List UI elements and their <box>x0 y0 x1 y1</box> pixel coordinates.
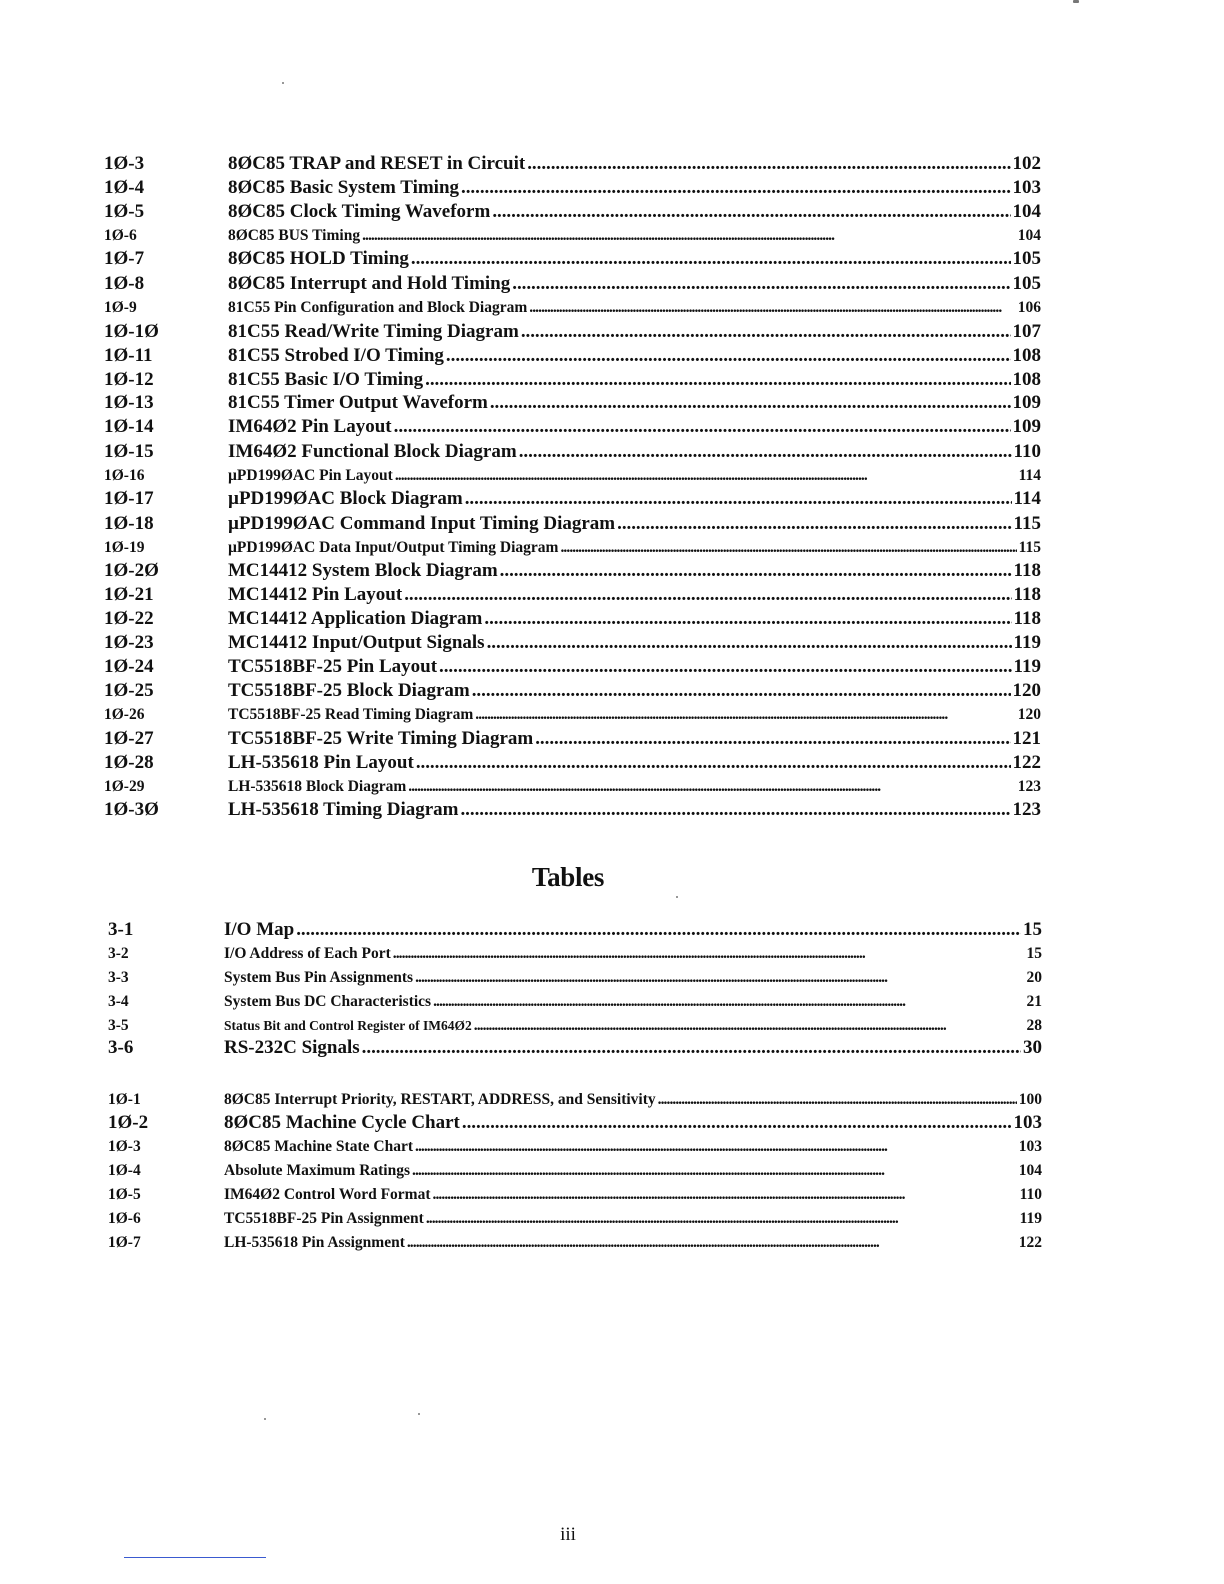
list-item <box>0 751 1224 775</box>
dot-leader <box>461 176 1010 200</box>
entry-number: 3-2 <box>108 945 129 962</box>
entry-title: 81C55 Timer Output Waveform <box>228 392 488 413</box>
entry-page: 115 <box>1013 513 1041 534</box>
entry-page: 15 <box>1026 945 1042 962</box>
dot-leader <box>484 607 1011 631</box>
list-item <box>0 1183 1224 1207</box>
entry-page: 109 <box>1012 392 1041 413</box>
entry-page: 105 <box>1012 273 1041 294</box>
list-item <box>0 798 1224 822</box>
list-item <box>0 368 1224 392</box>
page-number-text: iii <box>560 1524 576 1545</box>
dot-leader <box>426 1207 1018 1231</box>
entry-number: 1Ø-5 <box>108 1186 141 1203</box>
entry-title: 8ØC85 TRAP and RESET in Circuit <box>228 153 526 174</box>
list-item <box>0 440 1224 464</box>
entry-number: 1Ø-15 <box>104 441 154 462</box>
entry-page: 110 <box>1013 441 1041 462</box>
list-item <box>0 1014 1224 1038</box>
entry-title: I/O Address of Each Port <box>224 945 391 962</box>
dot-leader <box>362 1036 1021 1060</box>
entry-title: IM64Ø2 Pin Layout <box>228 416 392 437</box>
dot-leader <box>658 1088 1017 1112</box>
tables-heading <box>0 862 1224 893</box>
entry-title: 8ØC85 Interrupt Priority, RESTART, ADDRESS, and Sensitivity <box>224 1091 656 1108</box>
dot-leader <box>475 703 1015 727</box>
entry-page: 104 <box>1012 201 1041 222</box>
entry-number: 3-3 <box>108 969 129 986</box>
dot-leader <box>512 272 1010 296</box>
entry-page: 122 <box>1012 752 1041 773</box>
list-item <box>0 176 1224 200</box>
entry-page: 105 <box>1012 248 1041 269</box>
dot-leader <box>617 512 1011 536</box>
entry-title: 8ØC85 HOLD Timing <box>228 248 409 269</box>
entry-title: LH-535618 Block Diagram <box>228 778 407 795</box>
scan-speck <box>676 896 678 898</box>
entry-page: 114 <box>1013 488 1041 509</box>
entry-title: System Bus DC Characteristics <box>224 993 432 1010</box>
list-item <box>0 703 1224 727</box>
entry-title: µPD199ØAC Pin Layout <box>228 467 393 484</box>
list-item <box>0 415 1224 439</box>
dot-leader <box>500 559 1012 583</box>
entry-title: 81C55 Pin Configuration and Block Diagram <box>228 299 528 316</box>
dot-leader <box>362 224 1016 248</box>
list-item <box>0 1231 1224 1255</box>
entry-number: 1Ø-9 <box>104 299 137 316</box>
dot-leader <box>393 942 1025 966</box>
entry-page: 122 <box>1018 1234 1042 1251</box>
entry-page: 108 <box>1012 345 1041 366</box>
list-item <box>0 607 1224 631</box>
dot-leader <box>519 440 1012 464</box>
entry-page: 123 <box>1012 799 1041 820</box>
list-item <box>0 583 1224 607</box>
scan-speck <box>418 1413 420 1415</box>
dot-leader <box>490 391 1011 415</box>
entry-number: 1Ø-25 <box>104 680 154 701</box>
entry-page: 100 <box>1018 1091 1042 1108</box>
entry-page: 30 <box>1023 1037 1042 1058</box>
list-item <box>0 1159 1224 1183</box>
entry-number: 1Ø-6 <box>108 1210 141 1227</box>
entry-number: 1Ø-8 <box>104 273 145 294</box>
entry-number: 1Ø-3 <box>108 1138 141 1155</box>
entry-title: TC5518BF-25 Pin Assignment <box>224 1210 424 1227</box>
entry-title: 8ØC85 Interrupt and Hold Timing <box>228 273 511 294</box>
entry-number: 1Ø-1Ø <box>104 321 159 342</box>
entry-page: 114 <box>1018 467 1041 484</box>
entry-page: 109 <box>1012 416 1041 437</box>
entry-title: I/O Map <box>224 919 295 940</box>
entry-page: 121 <box>1012 728 1041 749</box>
entry-number: 1Ø-2Ø <box>104 560 159 581</box>
entry-number: 1Ø-21 <box>104 584 154 605</box>
entry-page: 28 <box>1026 1017 1042 1034</box>
entry-page: 118 <box>1013 608 1041 629</box>
entry-title: TC5518BF-25 Write Timing Diagram <box>228 728 534 749</box>
dot-leader <box>412 1159 1017 1183</box>
entry-page: 20 <box>1026 969 1042 986</box>
entry-number: 1Ø-11 <box>104 345 153 366</box>
dot-leader <box>474 1014 1025 1038</box>
list-item <box>0 775 1224 799</box>
list-item <box>0 296 1224 320</box>
dot-leader <box>433 1183 1018 1207</box>
list-item <box>0 247 1224 271</box>
entry-title: TC5518BF-25 Read Timing Diagram <box>228 706 474 723</box>
entry-title: LH-535618 Pin Assignment <box>224 1234 405 1251</box>
entry-page: 21 <box>1026 993 1042 1010</box>
entry-page: 103 <box>1018 1138 1042 1155</box>
entry-page: 103 <box>1013 1112 1042 1133</box>
dot-leader <box>415 966 1024 990</box>
list-item <box>0 344 1224 368</box>
entry-page: 123 <box>1017 778 1041 795</box>
entry-page: 106 <box>1017 299 1041 316</box>
list-item <box>0 918 1224 942</box>
entry-title: IM64Ø2 Control Word Format <box>224 1186 431 1203</box>
entry-number: 1Ø-18 <box>104 513 154 534</box>
entry-title: Status Bit and Control Register of IM64Ø2 <box>224 1018 472 1033</box>
scan-speck <box>282 82 284 84</box>
entry-page: 107 <box>1012 321 1041 342</box>
entry-number: 1Ø-6 <box>104 227 137 244</box>
entry-title: 8ØC85 Machine Cycle Chart <box>224 1112 460 1133</box>
list-item <box>0 727 1224 751</box>
entry-title: 8ØC85 Basic System Timing <box>228 177 460 198</box>
entry-number: 1Ø-26 <box>104 706 145 723</box>
entry-title: 8ØC85 BUS Timing <box>228 227 361 244</box>
entry-number: 1Ø-7 <box>104 248 145 269</box>
entry-page: 119 <box>1013 632 1041 653</box>
entry-number: 3-6 <box>108 1037 134 1058</box>
scan-speck <box>1073 0 1079 3</box>
list-item <box>0 1111 1224 1135</box>
entry-title: µPD199ØAC Data Input/Output Timing Diagram <box>228 539 559 556</box>
entry-page: 104 <box>1018 1162 1042 1179</box>
entry-number: 1Ø-4 <box>104 177 145 198</box>
entry-number: 1Ø-4 <box>108 1162 141 1179</box>
dot-leader <box>407 1231 1017 1255</box>
entry-page: 102 <box>1012 153 1041 174</box>
list-item <box>0 391 1224 415</box>
dot-leader <box>408 775 1016 799</box>
list-item <box>0 152 1224 176</box>
entry-page: 103 <box>1012 177 1041 198</box>
dot-leader <box>411 247 1011 271</box>
entry-page: 15 <box>1023 919 1042 940</box>
footer-rule <box>124 1557 266 1558</box>
entry-number: 1Ø-28 <box>104 752 154 773</box>
entry-number: 1Ø-29 <box>104 778 145 795</box>
dot-leader <box>535 727 1010 751</box>
dot-leader <box>527 152 1010 176</box>
dot-leader <box>415 1135 1017 1159</box>
entry-number: 1Ø-5 <box>104 201 145 222</box>
entry-number: 1Ø-22 <box>104 608 154 629</box>
list-item <box>0 631 1224 655</box>
list-item <box>0 200 1224 224</box>
entry-number: 3-5 <box>108 1017 129 1034</box>
entry-title: LH-535618 Pin Layout <box>228 752 414 773</box>
entry-number: 1Ø-7 <box>108 1234 141 1251</box>
list-item <box>0 679 1224 703</box>
dot-leader <box>416 751 1011 775</box>
entry-number: 1Ø-16 <box>104 467 145 484</box>
entry-number: 1Ø-17 <box>104 488 154 509</box>
dot-leader <box>521 320 1011 344</box>
entry-page: 118 <box>1013 560 1041 581</box>
list-item <box>0 966 1224 990</box>
entry-page: 115 <box>1018 539 1041 556</box>
list-item <box>0 655 1224 679</box>
dot-leader <box>439 655 1012 679</box>
entry-title: MC14412 Application Diagram <box>228 608 483 629</box>
list-item <box>0 464 1224 488</box>
entry-number: 1Ø-27 <box>104 728 154 749</box>
entry-title: TC5518BF-25 Pin Layout <box>228 656 438 677</box>
list-item <box>0 1036 1224 1060</box>
dot-leader <box>492 200 1010 224</box>
dot-leader <box>395 464 1017 488</box>
list-item <box>0 1135 1224 1159</box>
list-item <box>0 272 1224 296</box>
dot-leader <box>529 296 1015 320</box>
list-item <box>0 1207 1224 1231</box>
entry-number: 1Ø-12 <box>104 369 154 390</box>
dot-leader <box>433 990 1024 1014</box>
dot-leader <box>472 679 1011 703</box>
entry-title: 81C55 Read/Write Timing Diagram <box>228 321 519 342</box>
entry-number: 1Ø-23 <box>104 632 154 653</box>
entry-page: 119 <box>1019 1210 1042 1227</box>
dot-leader <box>465 487 1012 511</box>
entry-title: 8ØC85 Clock Timing Waveform <box>228 201 491 222</box>
entry-page: 104 <box>1017 227 1041 244</box>
entry-title: 81C55 Basic I/O Timing <box>228 369 424 390</box>
entry-page: 120 <box>1012 680 1041 701</box>
list-item <box>0 942 1224 966</box>
list-item <box>0 224 1224 248</box>
entry-page: 120 <box>1017 706 1041 723</box>
entry-title: MC14412 Pin Layout <box>228 584 403 605</box>
entry-number: 1Ø-24 <box>104 656 154 677</box>
dot-leader <box>560 536 1016 560</box>
entry-number: 1Ø-1 <box>108 1091 141 1108</box>
entry-number: 3-1 <box>108 919 134 940</box>
scan-speck <box>264 1418 266 1420</box>
entry-title: System Bus Pin Assignments <box>224 969 414 986</box>
entry-number: 3-4 <box>108 993 129 1010</box>
dot-leader <box>404 583 1011 607</box>
list-item <box>0 536 1224 560</box>
entry-title: Absolute Maximum Ratings <box>224 1162 411 1179</box>
list-item <box>0 487 1224 511</box>
entry-title: LH-535618 Timing Diagram <box>228 799 459 820</box>
entry-title: µPD199ØAC Command Input Timing Diagram <box>228 513 616 534</box>
entry-title: RS-232C Signals <box>224 1037 360 1058</box>
entry-number: 1Ø-19 <box>104 539 145 556</box>
entry-title: 8ØC85 Machine State Chart <box>224 1138 413 1155</box>
entry-title: MC14412 Input/Output Signals <box>228 632 485 653</box>
dot-leader <box>446 344 1011 368</box>
entry-title: µPD199ØAC Block Diagram <box>228 488 463 509</box>
entry-page: 110 <box>1019 1186 1042 1203</box>
dot-leader <box>460 798 1010 822</box>
entry-page: 118 <box>1013 584 1041 605</box>
entry-number: 1Ø-3 <box>104 153 145 174</box>
list-item <box>0 559 1224 583</box>
entry-title: 81C55 Strobed I/O Timing <box>228 345 444 366</box>
list-item <box>0 320 1224 344</box>
dot-leader <box>487 631 1012 655</box>
entry-title: MC14412 System Block Diagram <box>228 560 498 581</box>
entry-title: IM64Ø2 Functional Block Diagram <box>228 441 517 462</box>
entry-title: TC5518BF-25 Block Diagram <box>228 680 470 701</box>
entry-number: 1Ø-13 <box>104 392 154 413</box>
entry-number: 1Ø-2 <box>108 1112 149 1133</box>
dot-leader <box>425 368 1010 392</box>
entry-page: 119 <box>1013 656 1041 677</box>
list-item <box>0 1088 1224 1112</box>
dot-leader <box>462 1111 1012 1135</box>
list-item <box>0 512 1224 536</box>
dot-leader <box>296 918 1021 942</box>
page-number <box>0 1524 1224 1546</box>
entry-page: 108 <box>1012 369 1041 390</box>
list-item <box>0 990 1224 1014</box>
dot-leader <box>394 415 1011 439</box>
tables-heading-text: Tables <box>531 862 605 892</box>
entry-number: 1Ø-3Ø <box>104 799 159 820</box>
entry-number: 1Ø-14 <box>104 416 154 437</box>
